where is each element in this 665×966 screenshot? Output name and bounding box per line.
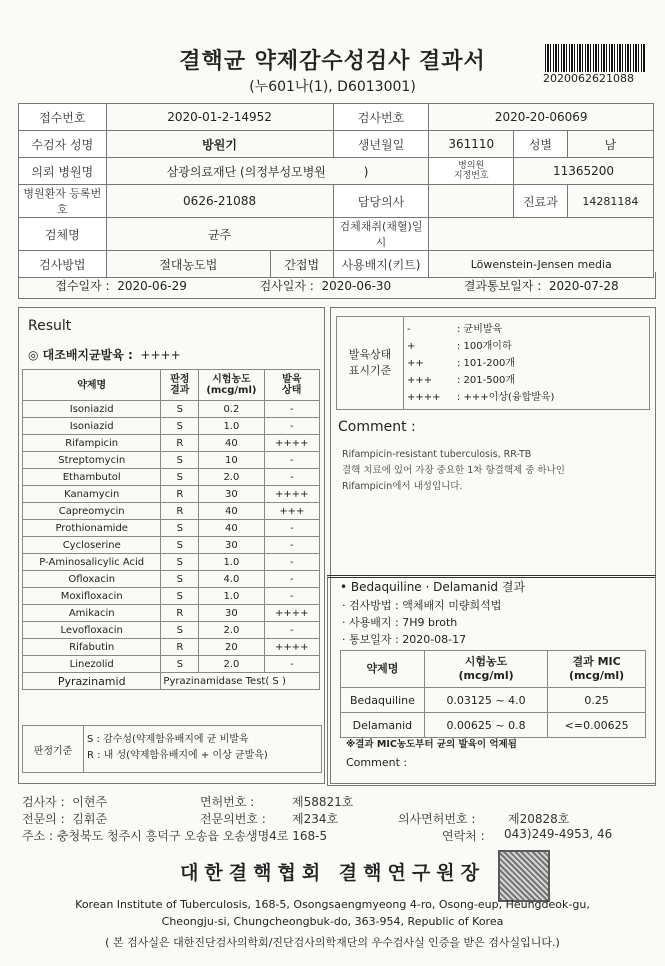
legend-label-2: 표시기준 (348, 364, 392, 377)
drug-cell-result: R (161, 503, 199, 520)
bdq-col-mic-b: (mcg/ml) (569, 669, 625, 682)
drug-cell-conc: 1.0 (199, 588, 264, 605)
legend-row (407, 320, 502, 335)
received-date (55, 277, 187, 294)
bdq-col-mic-a: 결과 MIC (572, 655, 621, 668)
drug-cell-result: S (161, 537, 199, 554)
footer-specialist-row (22, 810, 652, 827)
footer-address-row (22, 827, 652, 844)
drug-cell-growth: - (264, 571, 319, 588)
dob: 361110 (429, 131, 514, 158)
document-code: (누601나(1), D6013001) (249, 79, 416, 95)
name-label: 수검자 성명 (19, 131, 107, 158)
drug-cell-drug: Isoniazid (23, 401, 161, 418)
table-row (23, 401, 320, 418)
legend-row (407, 388, 554, 403)
patient-reg-label: 병원환자 등록번호 (19, 185, 107, 218)
legend-symbol: ++ (407, 358, 424, 369)
drug-cell-conc: 20 (199, 639, 264, 656)
barcode-graphic (545, 44, 645, 72)
bdq-report: · 통보일자 : 2020-08-17 (342, 633, 467, 646)
drug-cell-conc: 10 (199, 452, 264, 469)
drug-cell-result: S (161, 520, 199, 537)
legend-desc: : 100개이하 (457, 341, 512, 352)
drug-cell-conc: 1.0 (199, 554, 264, 571)
table-row (23, 486, 320, 503)
col-conc: 시험농도 (mcg/ml) (199, 370, 264, 401)
drug-cell-drug: Linezolid (23, 656, 161, 673)
drug-cell-growth: ++++ (264, 435, 319, 452)
drug-cell-result: S (161, 418, 199, 435)
bdq-mic-1: 0.25 (548, 688, 646, 713)
footer-tester-row (22, 793, 354, 810)
criteria-label: 판정기준 (23, 726, 84, 772)
test-no-label: 검사번호 (333, 104, 429, 131)
bdq-comment: Comment : (346, 756, 408, 769)
drug-cell-drug: Prothionamide (23, 520, 161, 537)
specialist-label: 전문의 : (22, 812, 65, 826)
table-row (23, 639, 320, 656)
hosp-code: 11365200 (513, 158, 653, 185)
drug-cell-growth: - (264, 418, 319, 435)
drug-cell-growth: - (264, 401, 319, 418)
drug-cell-drug: Rifampicin (23, 435, 161, 452)
tester: 이현주 (72, 795, 108, 809)
drug-cell-growth: ++++ (264, 486, 319, 503)
drug-cell-drug: Levofloxacin (23, 622, 161, 639)
drug-cell-growth: - (264, 537, 319, 554)
organization-name: 대한결핵협회 결핵연구원장 (180, 862, 485, 884)
pza-drug: Pyrazinamid (23, 673, 161, 690)
bdq-conc-2: 0.00625 ~ 0.8 (424, 713, 547, 738)
table-row (23, 588, 320, 605)
sex-label: 성별 (513, 131, 567, 158)
col-drug (23, 370, 161, 401)
drug-cell-growth: - (264, 656, 319, 673)
collection-date (429, 218, 654, 251)
bdq-col-conc (424, 651, 547, 688)
sex: 남 (567, 131, 653, 158)
doctor (429, 185, 514, 218)
dept-label: 진료과 (513, 185, 567, 218)
drug-cell-conc: 30 (199, 486, 264, 503)
table-row (23, 605, 320, 622)
table-row (23, 571, 320, 588)
bdq-col-conc-b: (mcg/ml) (458, 669, 514, 682)
drug-cell-growth: - (264, 520, 319, 537)
comment-line-2: 결핵 치료에 있어 가장 중요한 1차 항결핵제 중 하나인 (342, 465, 565, 476)
drug-cell-growth: - (264, 622, 319, 639)
legend-row (407, 371, 515, 386)
legend-desc: : +++이상(융합발육) (457, 392, 555, 403)
received-value: 2020-06-29 (117, 278, 187, 293)
drug-cell-conc: 40 (199, 503, 264, 520)
bdq-table (340, 650, 646, 738)
specialist: 김휘준 (72, 812, 108, 826)
dates-row (18, 272, 656, 299)
method-label: 검사방법 (19, 251, 107, 278)
drug-cell-result: S (161, 452, 199, 469)
medium: Löwenstein-Jensen media (429, 251, 654, 278)
drug-cell-drug: P-Aminosalicylic Acid (23, 554, 161, 571)
bdq-drug-2: Delamanid (341, 713, 425, 738)
doctor-label: 담당의사 (333, 185, 429, 218)
spec-no: 제234호 (292, 812, 339, 826)
drug-cell-result: R (161, 605, 199, 622)
drug-cell-drug: Rifabutin (23, 639, 161, 656)
bdq-drug-1: Bedaquiline (341, 688, 425, 713)
drug-cell-drug: Ethambutol (23, 469, 161, 486)
hosp-code-label-2: 지정번호 (453, 171, 489, 181)
control-growth-value: ++++ (140, 348, 181, 362)
drug-cell-conc: 40 (199, 435, 264, 452)
specimen-label: 검체명 (19, 218, 107, 251)
col-growth: 발육 상태 (264, 370, 319, 401)
bdq-col-drug: 약제명 (341, 651, 425, 688)
drug-cell-drug: Amikacin (23, 605, 161, 622)
bdq-title: • Bedaquiline · Delamanid 결과 (340, 580, 526, 594)
reported-value: 2020-07-28 (548, 278, 619, 293)
legend-label-1: 발육상태 (348, 348, 392, 361)
doc-license-label: 의사면허번호 : (398, 812, 476, 826)
hospital-label: 의뢰 병원명 (19, 158, 107, 185)
drug-cell-drug: Streptomycin (23, 452, 161, 469)
drug-cell-growth: ++++ (264, 639, 319, 656)
drug-cell-result: S (161, 622, 199, 639)
comment-line-1: Rifampicin-resistant tuberculosis, RR-TB (342, 449, 532, 460)
hospital-name-text: 삼광의료재단 (의정부성모병원 (166, 164, 326, 179)
method: 절대농도법 (106, 251, 270, 278)
barcode-number: 2020062621088 (543, 72, 634, 85)
drug-cell-result: S (161, 554, 199, 571)
col-result: 판정 결과 (161, 370, 199, 401)
drug-cell-growth: - (264, 452, 319, 469)
document-title: 결핵균 약제감수성검사 결과서 (179, 49, 486, 74)
drug-cell-drug: Capreomycin (23, 503, 161, 520)
receipt-no: 2020-01-2-14952 (106, 104, 333, 131)
legend-symbol: - (407, 324, 411, 335)
legend-desc: : 101-200개 (457, 358, 515, 369)
legend-row (407, 337, 512, 352)
criteria-r: R : 내 성(약제함유배지에 + 이상 균발육) (87, 750, 268, 761)
criteria-box (22, 725, 322, 773)
legend-label (337, 317, 404, 409)
legend-desc: : 201-500개 (457, 375, 515, 386)
bdq-note: ※결과 MIC농도부터 균의 발육이 억제됨 (346, 739, 517, 750)
legend-symbol: + (407, 341, 416, 352)
english-address-2: Cheongju-si, Chungcheongbuk-do, 363-954, Republic of Korea (161, 915, 504, 928)
drug-cell-conc: 40 (199, 520, 264, 537)
english-address-1: Korean Institute of Tuberculosis, 168-5, Osongsaengmyeong 4-ro, Osong-eup, Heungdeok-gu, (75, 898, 590, 911)
tested-date (260, 277, 392, 294)
drug-cell-result: R (161, 639, 199, 656)
legend-row (407, 354, 515, 369)
patient-info-table (18, 103, 654, 278)
drug-cell-result: S (161, 469, 199, 486)
bdq-medium: · 사용배지 : 7H9 broth (342, 616, 458, 629)
control-growth (28, 346, 181, 363)
received-label: 접수일자 : (55, 278, 110, 293)
license-label: 면허번호 : (200, 795, 255, 809)
col-drug-label: 약제명 (77, 379, 107, 391)
spec-no-label: 전문의번호 : (200, 812, 266, 826)
table-row (23, 469, 320, 486)
drug-cell-result: S (161, 588, 199, 605)
certification-note: ( 본 검사실은 대한진단검사의학회/진단검사의학재단의 우수검사실 인증을 받은 검사실입니다.) (105, 936, 560, 949)
bdq-conc-1: 0.03125 ~ 4.0 (424, 688, 547, 713)
reported-label: 결과통보일자 : (463, 278, 542, 293)
drug-cell-drug: Kanamycin (23, 486, 161, 503)
receipt-no-label: 접수번호 (19, 104, 107, 131)
hosp-code-label (429, 158, 514, 185)
comment-text (342, 447, 565, 495)
medium-label: 사용배지(키트) (333, 251, 429, 278)
drug-cell-result: S (161, 401, 199, 418)
tester-label: 검사자 : (22, 795, 65, 809)
tested-label: 검사일자 : (259, 278, 314, 293)
bdq-mic-2: <=0.00625 (548, 713, 646, 738)
drug-cell-growth: - (264, 469, 319, 486)
specimen: 균주 (106, 218, 333, 251)
drug-cell-conc: 4.0 (199, 571, 264, 588)
criteria-text (87, 732, 268, 764)
table-row (23, 452, 320, 469)
hospital-name-close: ) (363, 164, 369, 179)
criteria-s: S : 감수성(약제함유배지에 균 비발육 (87, 734, 249, 745)
reported-date (464, 277, 619, 294)
hospital-name (106, 158, 429, 185)
table-row (23, 503, 320, 520)
drug-cell-result: R (161, 435, 199, 452)
drug-cell-conc: 2.0 (199, 656, 264, 673)
drug-cell-result: R (161, 486, 199, 503)
table-row (23, 435, 320, 452)
dept: 14281184 (567, 185, 653, 218)
address: 주소 : 충청북도 청주시 흥덕구 오송읍 오송생명4로 168-5 (22, 829, 328, 843)
bdq-col-conc-a: 시험농도 (464, 655, 508, 668)
legend-desc: : 균비발육 (457, 324, 503, 335)
drug-cell-conc: 30 (199, 605, 264, 622)
drug-cell-drug: Ofloxacin (23, 571, 161, 588)
contact: 043)249-4953, 46 (504, 827, 613, 841)
drug-cell-conc: 0.2 (199, 401, 264, 418)
patient-reg: 0626-21088 (106, 185, 333, 218)
comment-title: Comment : (338, 419, 416, 435)
dob-label: 생년월일 (333, 131, 429, 158)
drug-cell-growth: +++ (264, 503, 319, 520)
tested-value: 2020-06-30 (321, 278, 392, 293)
drug-cell-growth: - (264, 588, 319, 605)
drug-result-table (22, 369, 320, 690)
drug-cell-growth: - (264, 554, 319, 571)
drug-cell-drug: Moxifloxacin (23, 588, 161, 605)
table-row (23, 418, 320, 435)
method-2: 간접법 (270, 251, 333, 278)
table-row (23, 656, 320, 673)
hosp-code-label-1: 병의원 (458, 161, 485, 171)
table-row (23, 554, 320, 571)
collection-label: 검체채취(채혈)일시 (333, 218, 429, 251)
legend-symbol: +++ (407, 375, 433, 386)
drug-cell-conc: 1.0 (199, 418, 264, 435)
result-title: Result (28, 318, 72, 334)
growth-legend (336, 316, 650, 410)
table-row (23, 520, 320, 537)
drug-cell-drug: Isoniazid (23, 418, 161, 435)
bdq-col-mic (548, 651, 646, 688)
comment-line-3: Rifampicin에서 내성입니다. (342, 481, 463, 492)
contact-label: 연락처 : (442, 829, 485, 843)
drug-cell-drug: Cycloserine (23, 537, 161, 554)
table-row (23, 537, 320, 554)
drug-cell-result: S (161, 571, 199, 588)
table-row (23, 622, 320, 639)
patient-name: 방원기 (106, 131, 333, 158)
drug-cell-conc: 2.0 (199, 622, 264, 639)
control-growth-label: ◎ 대조배지균발육 : (28, 348, 133, 362)
test-no: 2020-20-06069 (429, 104, 654, 131)
license: 제58821호 (292, 795, 354, 809)
drug-cell-result: S (161, 656, 199, 673)
doc-license: 제20828호 (508, 812, 570, 826)
drug-cell-conc: 30 (199, 537, 264, 554)
legend-symbol: ++++ (407, 392, 441, 403)
pza-test: Pyrazinamidase Test( S ) (161, 673, 320, 690)
bdq-method: · 검사방법 : 액체배지 미량희석법 (342, 599, 502, 612)
drug-cell-growth: ++++ (264, 605, 319, 622)
drug-cell-conc: 2.0 (199, 469, 264, 486)
